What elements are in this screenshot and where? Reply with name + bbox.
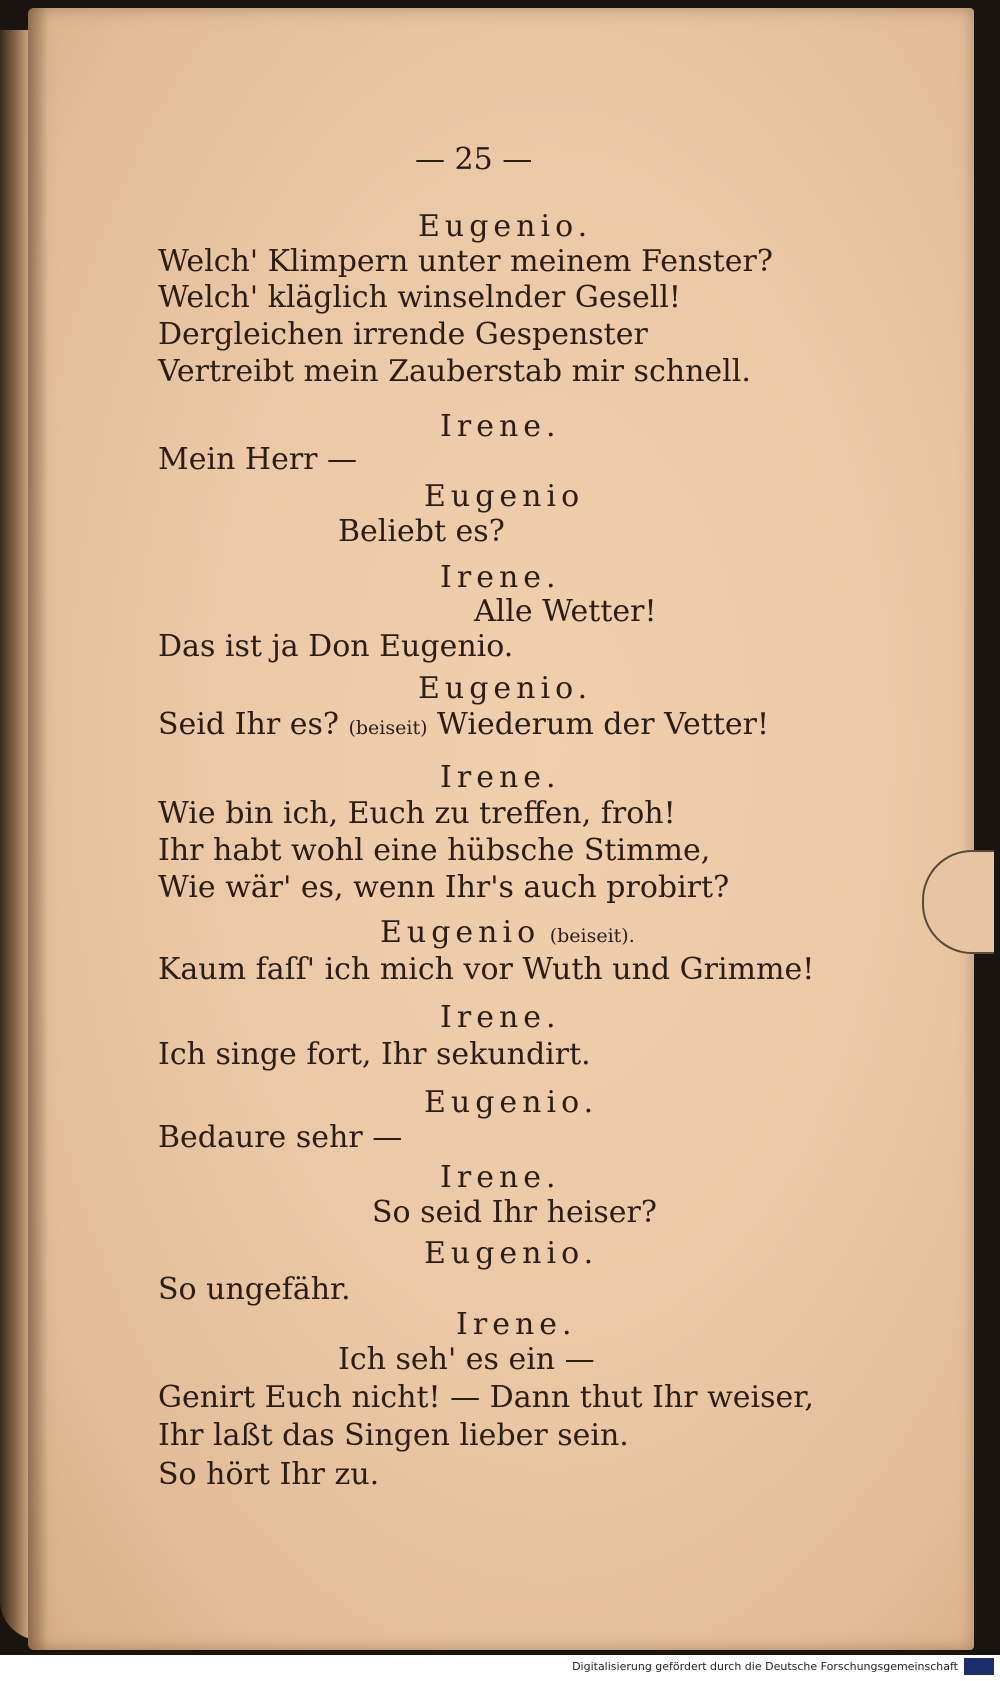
digitization-credit: Digitalisierung gefördert durch die Deutsche Forschungsgemeinschaft bbox=[572, 1660, 958, 1673]
dfg-logo bbox=[964, 1658, 994, 1675]
verse-line: Welch' kläglich winselnder Gesell! bbox=[158, 280, 681, 315]
verse-line: Ihr habt wohl eine hübsche Stimme, bbox=[158, 833, 711, 868]
speaker-eugenio: Eugenio bbox=[424, 479, 585, 514]
verse-text: Seid Ihr es? bbox=[158, 707, 339, 742]
verse-line: Wie bin ich, Euch zu treffen, froh! bbox=[158, 796, 676, 831]
verse-line bbox=[158, 707, 770, 742]
verse-line: Ihr laßt das Singen lieber sein. bbox=[158, 1418, 629, 1453]
footer-bar bbox=[0, 1655, 1000, 1681]
speaker-irene: Irene. bbox=[440, 1160, 561, 1195]
speaker-line bbox=[380, 915, 635, 950]
verse-line: Kaum faſſ' ich mich vor Wuth und Grimme! bbox=[158, 952, 815, 987]
speaker-eugenio: Eugenio. bbox=[424, 1236, 599, 1271]
verse-text: Wiederum der Vetter! bbox=[437, 707, 770, 742]
speaker-eugenio: Eugenio. bbox=[418, 209, 593, 244]
verse-line: Vertreibt mein Zauberstab mir schnell. bbox=[158, 354, 751, 389]
speaker-eugenio: Eugenio. bbox=[424, 1085, 599, 1120]
verse-line: Ich seh' es ein — bbox=[338, 1342, 595, 1377]
verse-line: Bedaure sehr — bbox=[158, 1120, 403, 1155]
speaker-irene: Irene. bbox=[440, 560, 561, 595]
verse-line: Mein Herr — bbox=[158, 442, 358, 477]
stage-direction: (beiseit) bbox=[348, 717, 428, 739]
verse-line: So hört Ihr zu. bbox=[158, 1457, 380, 1492]
speaker-irene: Irene. bbox=[440, 409, 561, 444]
page-number: — 25 — bbox=[415, 142, 533, 177]
verse-line: Beliebt es? bbox=[338, 514, 505, 549]
verse-line: Welch' Klimpern unter meinem Fenster? bbox=[158, 244, 773, 279]
speaker-irene: Irene. bbox=[440, 760, 561, 795]
stage-direction: (beiseit). bbox=[549, 925, 635, 947]
verse-line: Das ist ja Don Eugenio. bbox=[158, 629, 514, 664]
gutter-shadow bbox=[28, 8, 48, 1650]
verse-line: Alle Wetter! bbox=[474, 594, 657, 629]
speaker-irene: Irene. bbox=[456, 1307, 577, 1342]
verse-line: Genirt Euch nicht! — Dann thut Ihr weiser, bbox=[158, 1380, 814, 1415]
speaker-eugenio: Eugenio bbox=[380, 915, 541, 950]
speaker-eugenio: Eugenio. bbox=[418, 671, 593, 706]
verse-line: Wie wär' es, wenn Ihr's auch probirt? bbox=[158, 870, 730, 905]
verse-line: So seid Ihr heiser? bbox=[372, 1195, 657, 1230]
verse-line: Ich singe fort, Ihr sekundirt. bbox=[158, 1037, 591, 1072]
speaker-irene: Irene. bbox=[440, 1000, 561, 1035]
verse-line: Dergleichen irrende Gespenster bbox=[158, 317, 648, 352]
verse-line: So ungefähr. bbox=[158, 1272, 351, 1307]
